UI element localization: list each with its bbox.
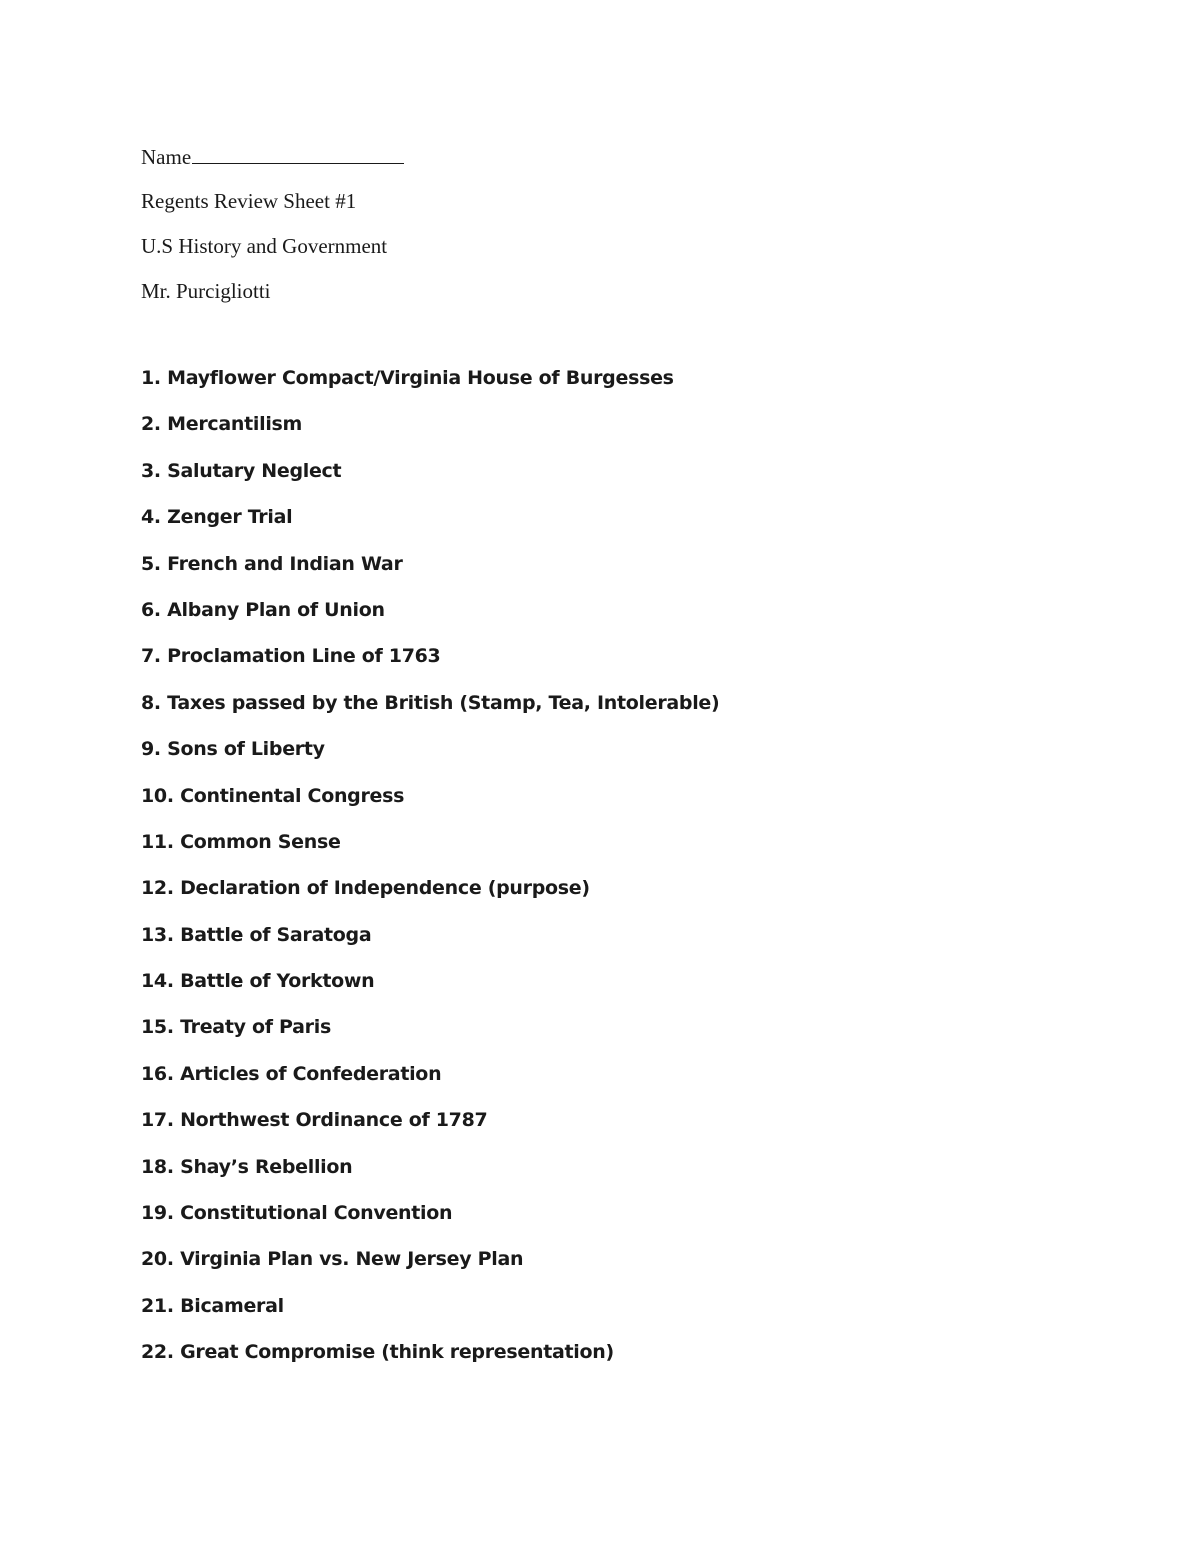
list-item: 4. Zenger Trial [141, 506, 293, 529]
list-item: 1. Mayflower Compact/Virginia House of Burgesses [141, 367, 674, 389]
list-item: 7. Proclamation Line of 1763 [141, 645, 441, 668]
list-item: 14. Battle of Yorktown [141, 970, 375, 993]
list-item: 6. Albany Plan of Union [141, 598, 385, 621]
sheet-title: Regents Review Sheet #1 [141, 189, 357, 213]
list-item: 16. Articles of Confederation [141, 1062, 442, 1085]
list-item: 20. Virginia Plan vs. New Jersey Plan [141, 1248, 524, 1271]
list-item: 8. Taxes passed by the British (Stamp, Tea, Intolerable) [141, 691, 720, 714]
name-blank-line [192, 142, 404, 164]
list-item: 15. Treaty of Paris [141, 1016, 331, 1039]
list-item: 12. Declaration of Independence (purpose) [141, 877, 590, 900]
review-items-list [141, 364, 719, 1385]
list-item: 13. Battle of Saratoga [141, 923, 372, 946]
list-item: 22. Great Compromise (think representation) [141, 1341, 614, 1364]
list-item: 5. French and Indian War [141, 552, 403, 575]
name-label: Name [141, 145, 192, 169]
list-item: 19. Constitutional Convention [141, 1202, 453, 1225]
list-item: 11. Common Sense [141, 830, 341, 853]
name-line [141, 142, 404, 187]
document-header [141, 142, 404, 322]
list-item: 17. Northwest Ordinance of 1787 [141, 1109, 488, 1132]
list-item: 9. Sons of Liberty [141, 738, 325, 761]
list-item: 21. Bicameral [141, 1294, 284, 1317]
list-item: 18. Shay’s Rebellion [141, 1155, 353, 1178]
list-item: 3. Salutary Neglect [141, 459, 342, 482]
list-item: 10. Continental Congress [141, 784, 405, 807]
teacher-name: Mr. Purcigliotti [141, 279, 271, 303]
course-name: U.S History and Government [141, 234, 388, 258]
list-item: 2. Mercantilism [141, 413, 303, 436]
